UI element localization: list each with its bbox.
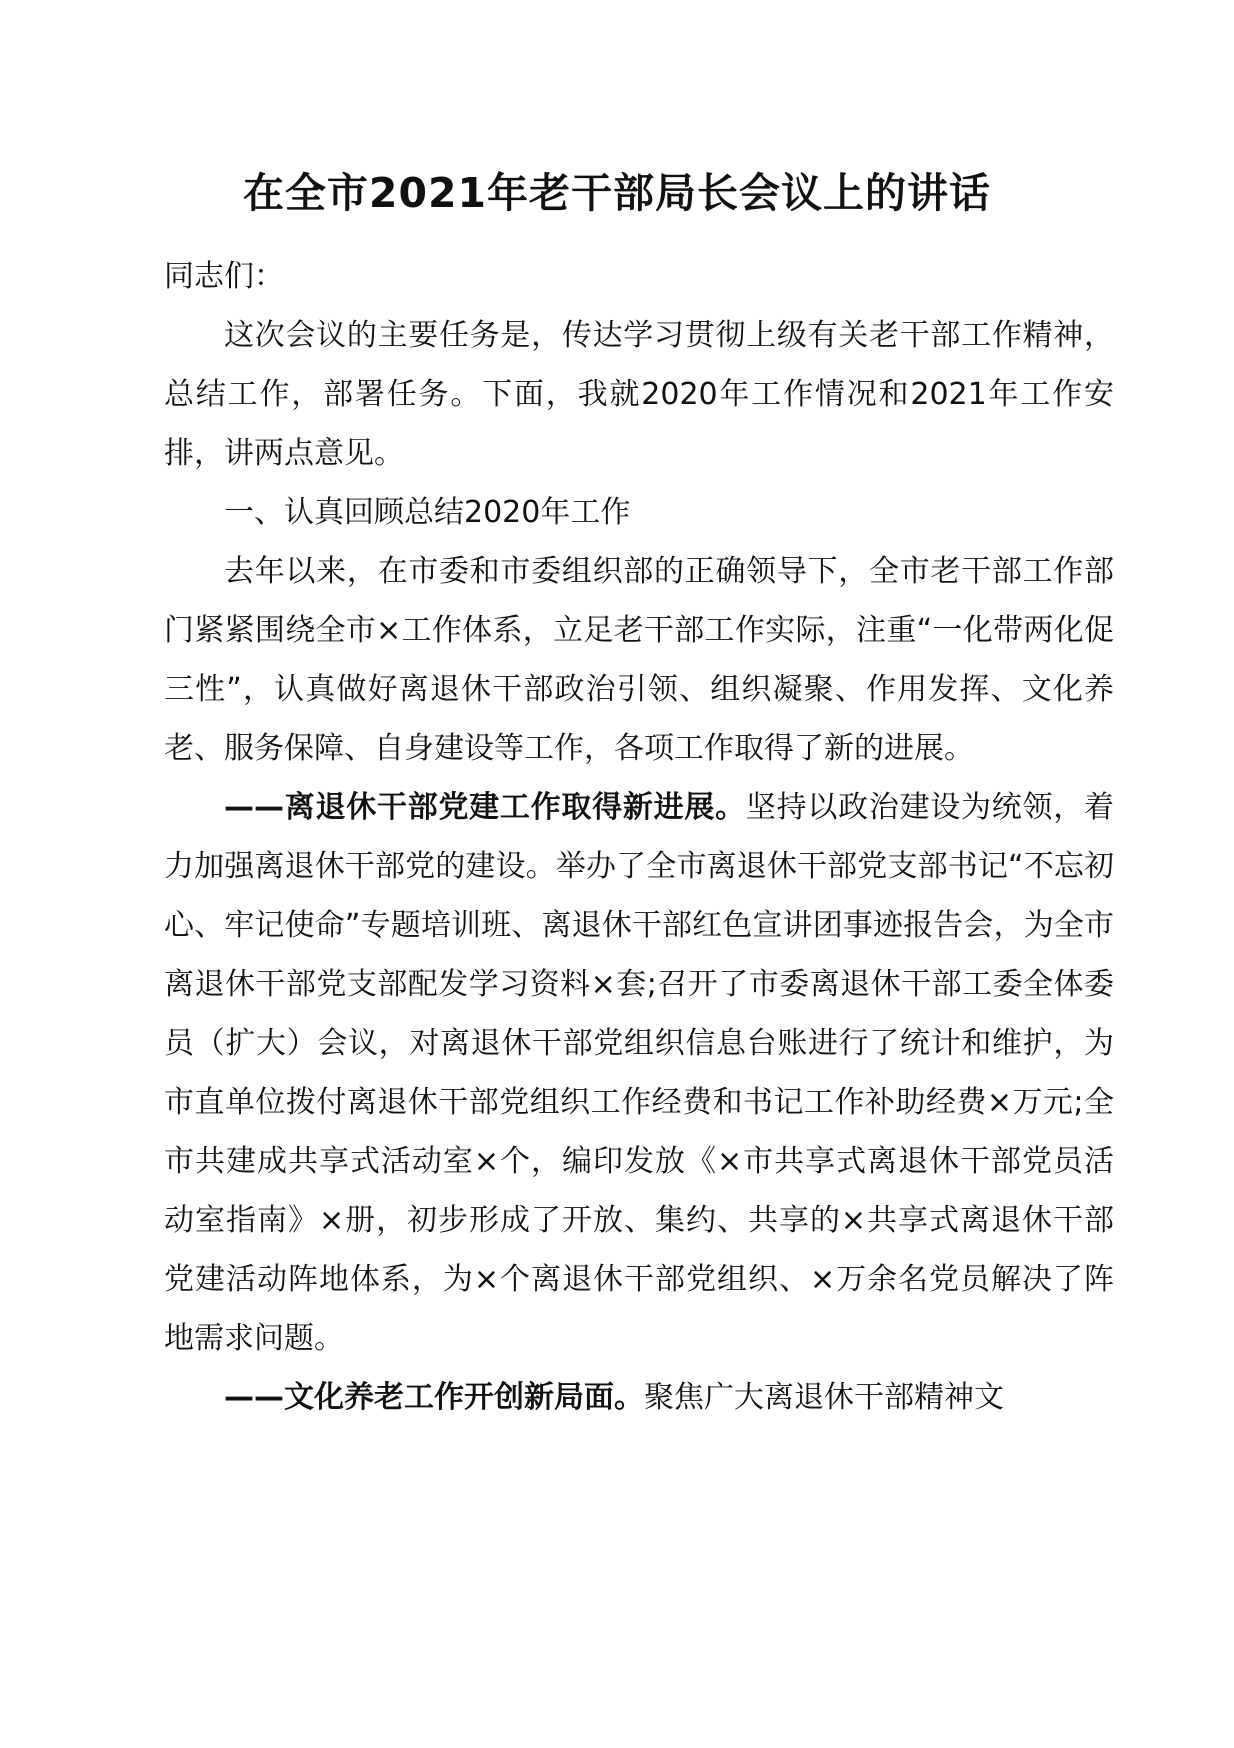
paragraph-text: 坚持以政治建设为统领，着力加强离退休干部党的建设。举办了全市离退休干部党支部书记“不忘初心、牢记使命”专题培训班、离退休干部红色宣讲团事迹报告会，为全市离退休干部党支部配发学习资料×套;召开了市委离退休干部工委全体委员（扩大）会议，对离退休干部党组织信息台账进行了统计和维护，为市直单位拨付离退休干部党组织工作经费和书记工作补助经费×万元;全市共建成共享式活动室×个，编印发放《×市共享式离退休干部党员活动室指南》×册，初步形成了开放、集约、共享的×共享式离退休干部党建活动阵地体系，为×个离退休干部党组织、×万余名党员解决了阵地需求问题。: [164, 790, 1115, 1356]
paragraph-text: 聚焦广大离退休干部精神文: [644, 1380, 1004, 1415]
paragraph-text: 这次会议的主要任务是，传达学习贯彻上级有关老干部工作精神，总结工作，部署任务。下面，我就2020年工作情况和2021年工作安排，讲两点意见。: [164, 318, 1114, 471]
section-heading: [164, 483, 1114, 542]
paragraph-lead: ——离退休干部党建工作取得新进展。: [224, 790, 746, 825]
paragraph-intro: [164, 306, 1114, 483]
paragraph-culture: [164, 1368, 1114, 1427]
document-title: 在全市2021年老干部局长会议上的讲话: [242, 169, 992, 217]
salutation: 同志们：: [164, 259, 284, 294]
section-heading-text: 一、认真回顾总结2020年工作: [224, 495, 631, 530]
document-body: [164, 247, 1114, 1427]
paragraph-party-building: [164, 778, 1114, 1368]
paragraph-summary: [164, 542, 1114, 778]
paragraph-text: 去年以来，在市委和市委组织部的正确领导下，全市老干部工作部门紧紧围绕全市×工作体系，立足老干部工作实际，注重“一化带两化促三性”，认真做好离退休干部政治引领、组织凝聚、作用发挥、文化养老、服务保障、自身建设等工作，各项工作取得了新的进展。: [164, 554, 1114, 766]
paragraph-lead: ——文化养老工作开创新局面。: [224, 1380, 644, 1415]
